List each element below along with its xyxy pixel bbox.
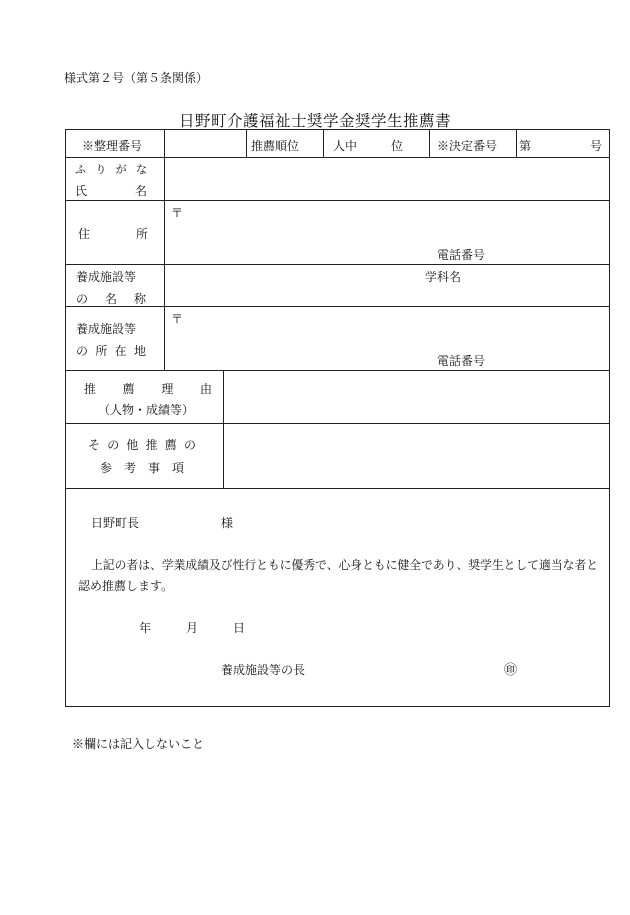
- document-title: 日野町介護福祉士奨学金奨学生推薦書: [178, 112, 451, 130]
- postal-mark: 〒: [171, 206, 184, 220]
- reason-sub-label: （人物・成績等）: [98, 403, 195, 417]
- name-field[interactable]: [165, 158, 609, 199]
- other-field[interactable]: [224, 424, 609, 487]
- other-label-2: 参 考 事 項: [100, 461, 184, 475]
- addressee: 日野町長: [91, 516, 140, 530]
- col-divider: [429, 129, 430, 157]
- suisen-rank-label: 推薦順位: [251, 139, 300, 153]
- sama-text: 様: [221, 516, 234, 530]
- day-label: 日: [233, 621, 246, 635]
- i-text: 位: [391, 139, 404, 153]
- row-divider: [65, 264, 610, 265]
- statement-line-1: 上記の者は、学業成績及び性行ともに優秀で、心身ともに健全であり、奨学生として適当な者と: [91, 558, 599, 572]
- statement-line-2: 認め推薦します。: [78, 579, 174, 593]
- facility-address-label-2: の 所 在 地: [76, 344, 146, 358]
- year-label: 年: [139, 621, 152, 635]
- facility-name-label-1: 養成施設等: [76, 270, 137, 284]
- address-label: 住 所: [78, 227, 148, 241]
- dept-label: 学科名: [425, 270, 462, 284]
- seiri-number-label: ※整理番号: [82, 139, 143, 153]
- signer-label: 養成施設等の長: [221, 663, 306, 677]
- form-number-label: 様式第２号（第５条関係）: [64, 71, 209, 85]
- facility-address-label-1: 養成施設等: [76, 322, 137, 336]
- furigana-label: ふ り が な: [75, 163, 147, 176]
- other-label-1: そ の 他 推 薦 の: [88, 438, 196, 452]
- col-divider: [246, 129, 247, 157]
- month-label: 月: [186, 621, 199, 635]
- name-label: 氏 名: [75, 184, 147, 198]
- kettei-number-label: ※決定番号: [437, 139, 498, 153]
- seiri-number-field[interactable]: [165, 130, 245, 156]
- row-divider: [65, 306, 610, 307]
- col-divider: [323, 129, 324, 157]
- phone-label: 電話番号: [437, 354, 486, 368]
- row-divider: [65, 200, 610, 201]
- jinchu-text: 人中: [333, 139, 358, 153]
- go-text: 号: [590, 139, 603, 153]
- phone-label: 電話番号: [437, 248, 486, 262]
- col-divider: [516, 129, 517, 157]
- facility-name-label-2: の 名 称: [76, 292, 146, 306]
- reason-field[interactable]: [224, 371, 609, 422]
- reason-label: 推 薦 理 由: [84, 382, 212, 396]
- footnote: ※欄には記入しないこと: [72, 737, 205, 751]
- seal-mark: ㊞: [504, 663, 518, 678]
- row-divider: [65, 488, 610, 489]
- postal-mark: 〒: [171, 312, 184, 326]
- dai-text: 第: [519, 139, 532, 153]
